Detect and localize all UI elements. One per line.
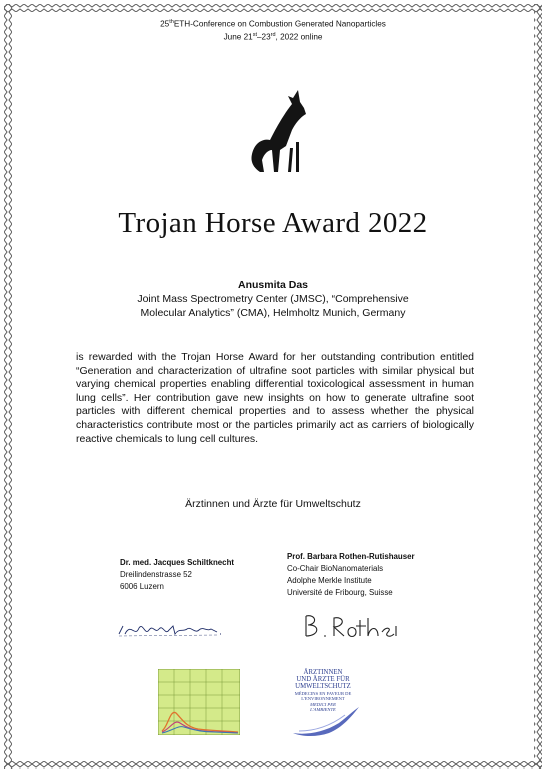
signatory-left-address: Dreilindenstrasse 52: [120, 570, 192, 579]
org-logo-line1: ÄRZTINNEN: [303, 669, 343, 676]
award-title: Trojan Horse Award 2022: [118, 207, 428, 239]
conference-chart-logo: [158, 669, 240, 735]
org-logo-line2: UND ÄRZTE FÜR: [296, 676, 350, 683]
signatory-right: [287, 551, 415, 599]
conference-header: [0, 17, 546, 42]
signatory-right-role: Co-Chair BioNanomaterials: [287, 564, 384, 573]
trojan-horse-icon: [246, 88, 310, 174]
signature-left-scribble: [117, 620, 227, 640]
organization-logo: [283, 669, 363, 737]
conference-dates: June 21st–23rd, 2022 online: [223, 31, 323, 42]
org-logo-line6: MEDICI PER: [310, 702, 336, 707]
signatory-left-city: 6006 Luzern: [120, 582, 164, 591]
org-logo-swoosh: [289, 705, 361, 737]
signatory-right-university: Université de Fribourg, Suisse: [287, 588, 393, 597]
org-logo-line5: L'ENVIRONNEMENT: [301, 696, 345, 701]
org-logo-line4: MÉDECINS EN FAVEUR DE: [294, 691, 352, 696]
signatory-left-name: Dr. med. Jacques Schiltknecht: [120, 558, 235, 567]
conference-title: 25thETH-Conference on Combustion Generated Nanoparticles: [160, 19, 386, 29]
signatory-right-institute: Adolphe Merkle Institute: [287, 576, 372, 585]
recipient-name: Anusmita Das: [237, 279, 309, 291]
signature-left: [117, 620, 227, 643]
recipient-affiliation-line1: Joint Mass Spectrometry Center (JMSC), “Comprehensive: [137, 293, 409, 305]
org-logo-line7: L'AMBIENTE: [310, 707, 336, 712]
recipient-block: [0, 278, 546, 320]
signatory-left: [120, 557, 234, 593]
signature-right-scribble: [300, 612, 400, 642]
awarding-organization: Ärztinnen und Ärzte für Umweltschutz: [185, 498, 361, 510]
recipient-affiliation-line2: Molecular Analytics” (CMA), Helmholtz Munich, Germany: [140, 307, 406, 319]
award-citation: is rewarded with the Trojan Horse Award for her outstanding contribution entitled “Generation and characterization of ultrafine soot particles with similar physical but varying chemical properties enabling differential toxicological assessment in human lung cells”. Her contribution gave new insights on how to generate ultrafine soot particles with different chemical properties and to assess whether the physical characteristics contribute most or the particles primarily act as carriers of biologically reactive chemicals to lung cell cultures.: [76, 351, 474, 445]
org-logo-line3: UMWELTSCHUTZ: [295, 683, 351, 690]
signature-right: [300, 612, 400, 647]
signatory-right-name: Prof. Barbara Rothen-Rutishauser: [287, 552, 415, 561]
